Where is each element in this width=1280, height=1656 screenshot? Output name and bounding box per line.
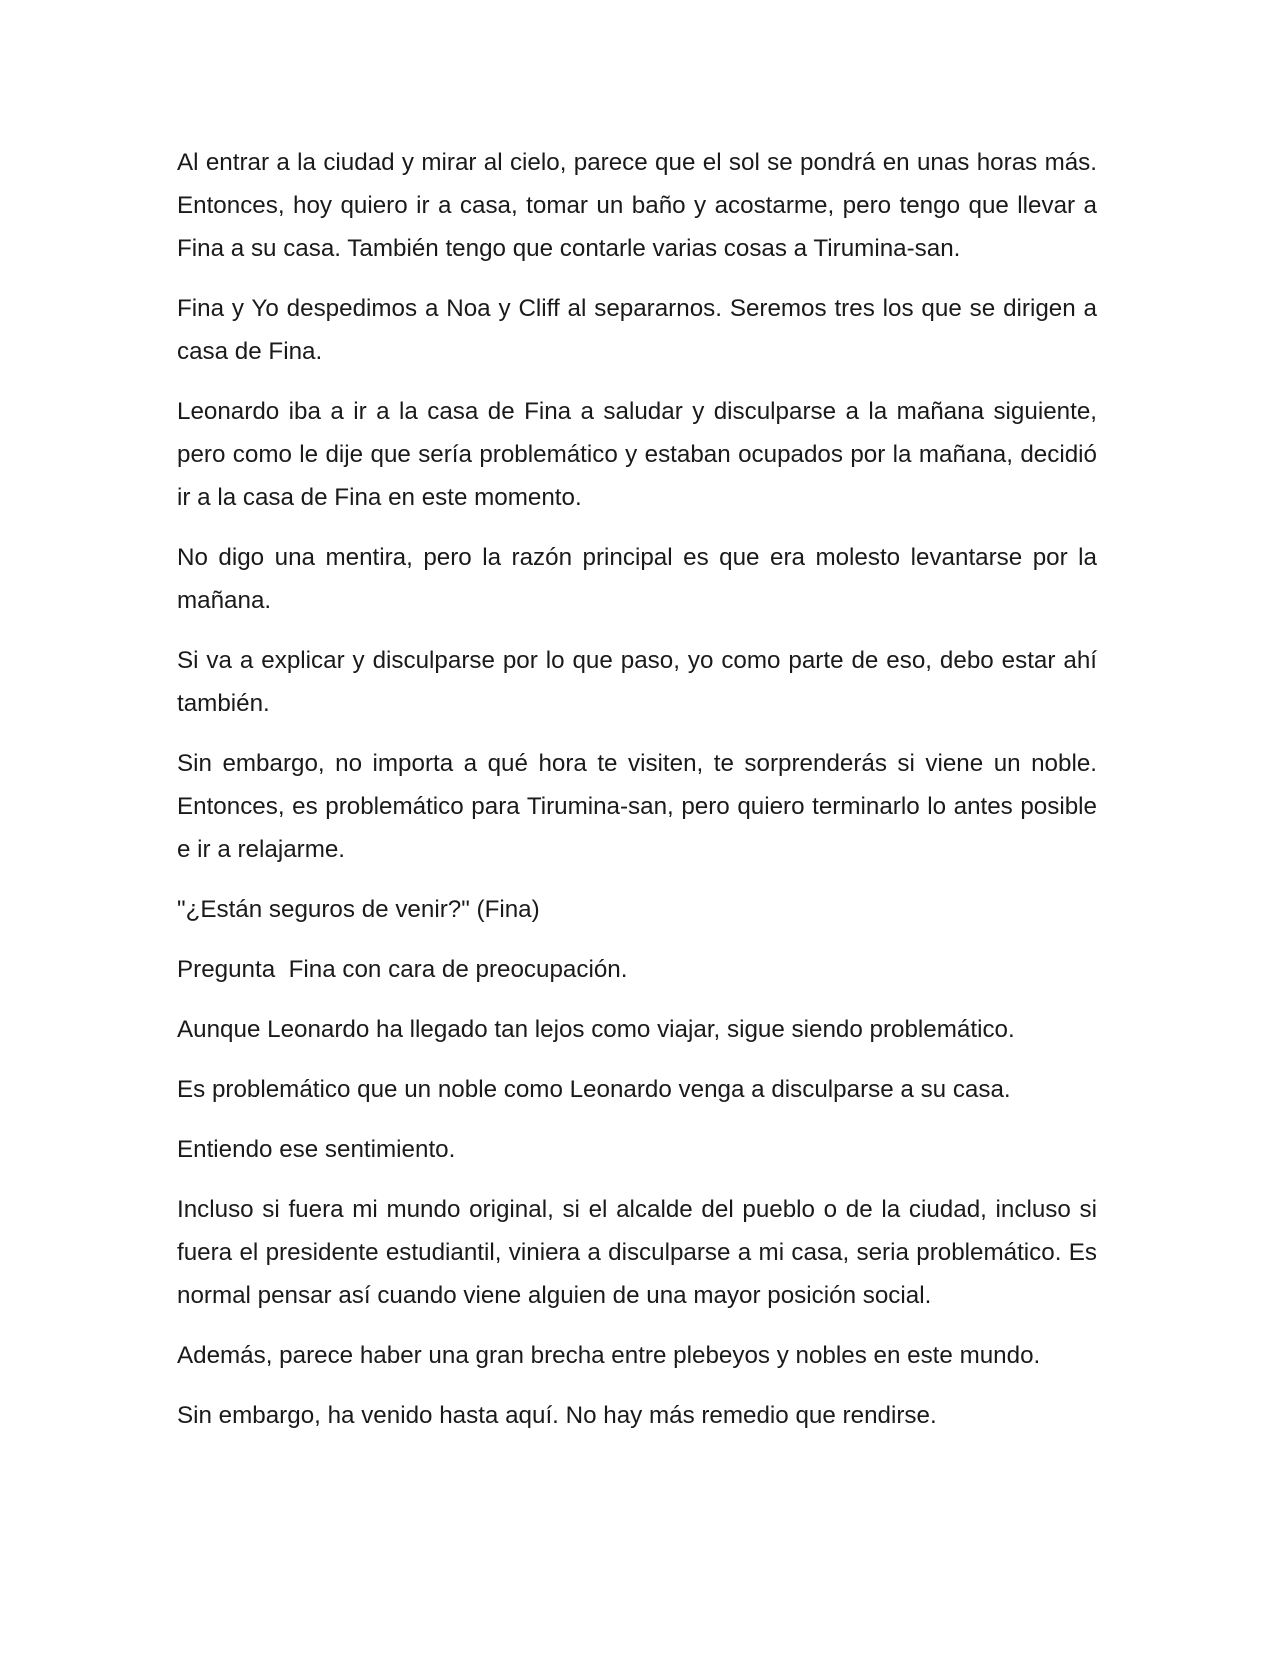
paragraph-9: Aunque Leonardo ha llegado tan lejos como viajar, sigue siendo problemático. — [177, 1016, 1015, 1043]
paragraph-5: Si va a explicar y disculparse por lo que paso, yo como parte de eso, debo estar ahí también. — [177, 647, 1104, 717]
paragraph-3: Leonardo iba a ir a la casa de Fina a saludar y disculparse a la mañana siguiente, pero como le dije que sería problemático y estaban ocupados por la mañana, decidió ir a la casa de Fina en este momento. — [177, 398, 1104, 511]
paragraph-12: Incluso si fuera mi mundo original, si el alcalde del pueblo o de la ciudad, incluso si fuera el presidente estudiantil, viniera a disculparse a mi casa, seria problemático. Es normal pensar así cuando viene alguien de una mayor posición social. — [177, 1196, 1104, 1309]
paragraph-14: Sin embargo, ha venido hasta aquí. No hay más remedio que rendirse. — [177, 1402, 937, 1429]
paragraph-4: No digo una mentira, pero la razón principal es que era molesto levantarse por la mañana. — [177, 544, 1104, 614]
paragraph-1: Al entrar a la ciudad y mirar al cielo, parece que el sol se pondrá en unas horas más. Entonces, hoy quiero ir a casa, tomar un baño y acostarme, pero tengo que llevar a Fina a su casa. También tengo que contarle varias cosas a Tirumina-san. — [177, 149, 1104, 262]
document-body — [177, 141, 1104, 1454]
paragraph-11: Entiendo ese sentimiento. — [177, 1136, 456, 1163]
paragraph-8: Pregunta Fina con cara de preocupación. — [177, 956, 628, 983]
paragraph-2: Fina y Yo despedimos a Noa y Cliff al separarnos. Seremos tres los que se dirigen a casa de Fina. — [177, 295, 1104, 365]
paragraph-13: Además, parece haber una gran brecha entre plebeyos y nobles en este mundo. — [177, 1342, 1041, 1369]
paragraph-10: Es problemático que un noble como Leonardo venga a disculparse a su casa. — [177, 1076, 1011, 1103]
paragraph-6: Sin embargo, no importa a qué hora te visiten, te sorprenderás si viene un noble. Entonces, es problemático para Tirumina-san, pero quiero terminarlo lo antes posible e ir a relajarme. — [177, 750, 1104, 863]
paragraph-7: "¿Están seguros de venir?" (Fina) — [177, 896, 540, 923]
